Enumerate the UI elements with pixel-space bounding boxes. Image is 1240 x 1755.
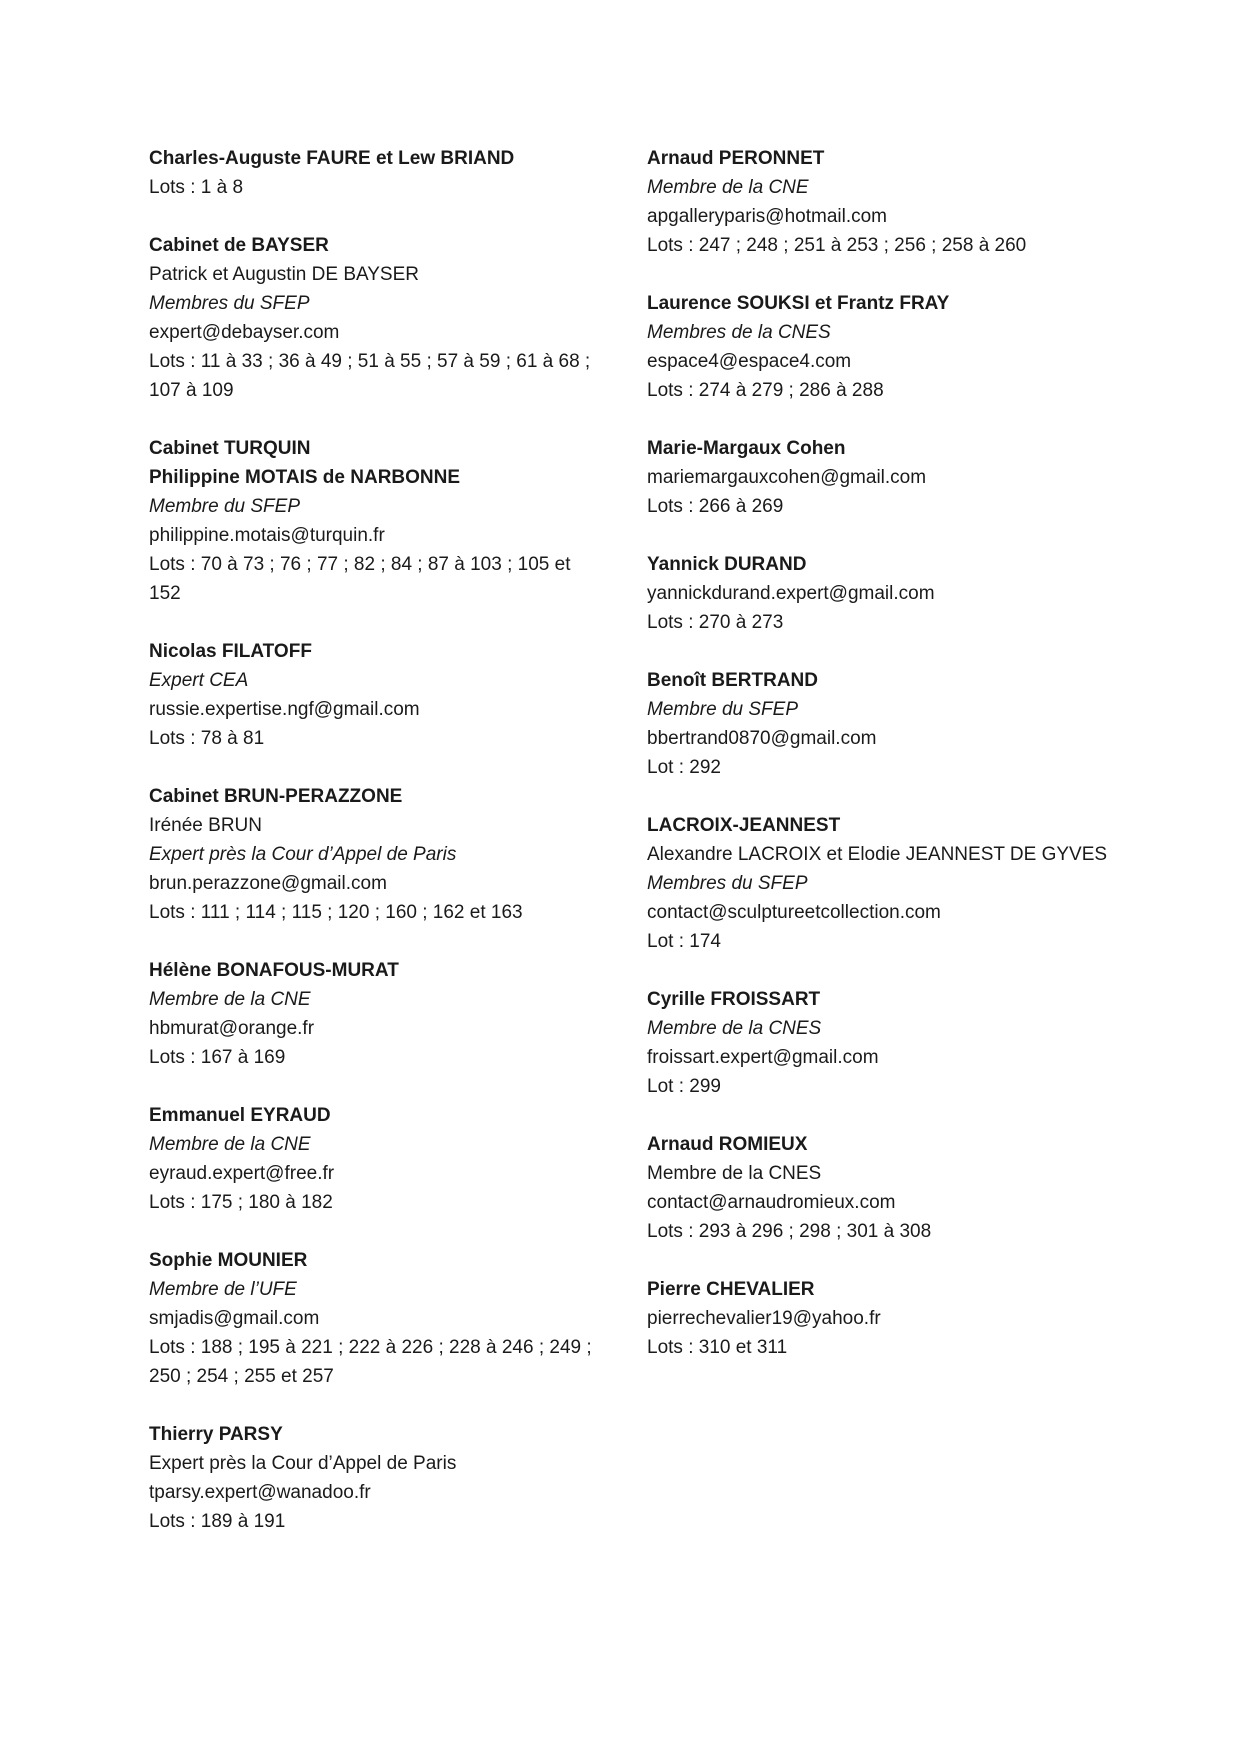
expert-entry	[647, 811, 1207, 956]
expert-name: Yannick DURAND	[647, 554, 807, 575]
email-text: contact@arnaudromieux.com	[647, 1192, 896, 1213]
lots-line: Lots : 175 ; 180 à 182	[149, 1192, 333, 1213]
lots-line: Lots : 78 à 81	[149, 728, 265, 749]
membership-title: Membre de la CNE	[149, 989, 311, 1010]
membership-title: Membres du SFEP	[647, 873, 808, 894]
expert-entry	[149, 1101, 629, 1217]
lots-line: Lots : 266 à 269	[647, 496, 784, 517]
lots-line: 250 ; 254 ; 255 et 257	[149, 1366, 334, 1387]
expert-entry	[149, 782, 629, 927]
membership-title: Membre de la CNES	[647, 1163, 822, 1184]
lots-line: Lots : 1 à 8	[149, 177, 244, 198]
email-text: froissart.expert@gmail.com	[647, 1047, 879, 1068]
lots-line: Lots : 293 à 296 ; 298 ; 301 à 308	[647, 1221, 932, 1242]
email-text: russie.expertise.ngf@gmail.com	[149, 699, 420, 720]
membership-title: Expert près la Cour d’Appel de Paris	[149, 844, 457, 865]
email-text: tparsy.expert@wanadoo.fr	[149, 1482, 371, 1503]
lots-line: 152	[149, 583, 181, 604]
membership-title: Expert CEA	[149, 670, 249, 691]
membership-title: Membres de la CNES	[647, 322, 831, 343]
expert-name: Cyrille FROISSART	[647, 989, 821, 1010]
expert-name: Charles-Auguste FAURE et Lew BRIAND	[149, 148, 515, 169]
expert-entry	[647, 434, 1207, 521]
email-text: bbertrand0870@gmail.com	[647, 728, 877, 749]
expert-entry	[149, 231, 629, 405]
lots-line: Lots : 247 ; 248 ; 251 à 253 ; 256 ; 258 à 260	[647, 235, 1027, 256]
expert-name: Arnaud PERONNET	[647, 148, 825, 169]
expert-entry	[647, 144, 1207, 260]
lots-line: Lot : 292	[647, 757, 721, 778]
email-text: eyraud.expert@free.fr	[149, 1163, 335, 1184]
lots-line: Lots : 188 ; 195 à 221 ; 222 à 226 ; 228 à 246 ; 249 ;	[149, 1337, 592, 1358]
expert-entry	[149, 637, 629, 753]
expert-name: Benoît BERTRAND	[647, 670, 818, 691]
expert-name: Cabinet BRUN-PERAZZONE	[149, 786, 403, 807]
lots-line: Lots : 11 à 33 ; 36 à 49 ; 51 à 55 ; 57 à 59 ; 61 à 68 ;	[149, 351, 591, 372]
expert-entry	[149, 144, 629, 202]
email-text: pierrechevalier19@yahoo.fr	[647, 1308, 881, 1329]
expert-entry	[647, 550, 1207, 637]
email-text: espace4@espace4.com	[647, 351, 852, 372]
membership-title: Expert près la Cour d’Appel de Paris	[149, 1453, 457, 1474]
lots-line: Lots : 70 à 73 ; 76 ; 77 ; 82 ; 84 ; 87 à 103 ; 105 et	[149, 554, 571, 575]
expert-name: Nicolas FILATOFF	[149, 641, 312, 662]
lots-line: Lot : 174	[647, 931, 721, 952]
expert-entry	[647, 1275, 1207, 1362]
expert-name: Cabinet de BAYSER	[149, 235, 329, 256]
email-text: hbmurat@orange.fr	[149, 1018, 315, 1039]
expert-name: LACROIX-JEANNEST	[647, 815, 841, 836]
membership-title: Membre du SFEP	[647, 699, 798, 720]
person-names: Irénée BRUN	[149, 815, 262, 836]
email-text: apgalleryparis@hotmail.com	[647, 206, 887, 227]
lots-line: Lots : 310 et 311	[647, 1337, 788, 1358]
email-text: philippine.motais@turquin.fr	[149, 525, 385, 546]
expert-entry	[647, 289, 1207, 405]
email-text: mariemargauxcohen@gmail.com	[647, 467, 927, 488]
expert-name: Cabinet TURQUIN	[149, 438, 311, 459]
email-text: contact@sculptureetcollection.com	[647, 902, 941, 923]
expert-name: Laurence SOUKSI et Frantz FRAY	[647, 293, 950, 314]
membership-title: Membre de la CNES	[647, 1018, 822, 1039]
membership-title: Membre de la CNE	[149, 1134, 311, 1155]
expert-name: Sophie MOUNIER	[149, 1250, 308, 1271]
lots-line: Lots : 274 à 279 ; 286 à 288	[647, 380, 884, 401]
expert-name: Marie-Margaux Cohen	[647, 438, 846, 459]
email-text: expert@debayser.com	[149, 322, 340, 343]
lots-line: Lots : 270 à 273	[647, 612, 784, 633]
email-text: brun.perazzone@gmail.com	[149, 873, 387, 894]
expert-entry	[149, 1246, 629, 1391]
expert-entry	[647, 1130, 1207, 1246]
expert-name: Hélène BONAFOUS-MURAT	[149, 960, 399, 981]
expert-name: Arnaud ROMIEUX	[647, 1134, 808, 1155]
membership-title: Membre du SFEP	[149, 496, 300, 517]
membership-title: Membres du SFEP	[149, 293, 310, 314]
experts-right-column	[647, 144, 1207, 1391]
expert-entry	[647, 666, 1207, 782]
expert-name: Emmanuel EYRAUD	[149, 1105, 331, 1126]
person-names: Patrick et Augustin DE BAYSER	[149, 264, 419, 285]
expert-entry	[149, 956, 629, 1072]
lots-line: Lots : 111 ; 114 ; 115 ; 120 ; 160 ; 162 et 163	[149, 902, 523, 923]
expert-name: Thierry PARSY	[149, 1424, 283, 1445]
membership-title: Membre de l’UFE	[149, 1279, 297, 1300]
lots-line: Lots : 167 à 169	[149, 1047, 286, 1068]
person-names: Alexandre LACROIX et Elodie JEANNEST DE GYVES	[647, 844, 1108, 865]
lots-line: Lots : 189 à 191	[149, 1511, 286, 1532]
membership-title: Membre de la CNE	[647, 177, 809, 198]
expert-entry	[149, 1420, 629, 1536]
email-text: yannickdurand.expert@gmail.com	[647, 583, 935, 604]
expert-name: Philippine MOTAIS de NARBONNE	[149, 467, 461, 488]
lots-line: 107 à 109	[149, 380, 234, 401]
experts-left-column	[149, 144, 629, 1565]
lots-line: Lot : 299	[647, 1076, 721, 1097]
expert-entry	[647, 985, 1207, 1101]
expert-entry	[149, 434, 629, 608]
expert-name: Pierre CHEVALIER	[647, 1279, 815, 1300]
email-text: smjadis@gmail.com	[149, 1308, 320, 1329]
